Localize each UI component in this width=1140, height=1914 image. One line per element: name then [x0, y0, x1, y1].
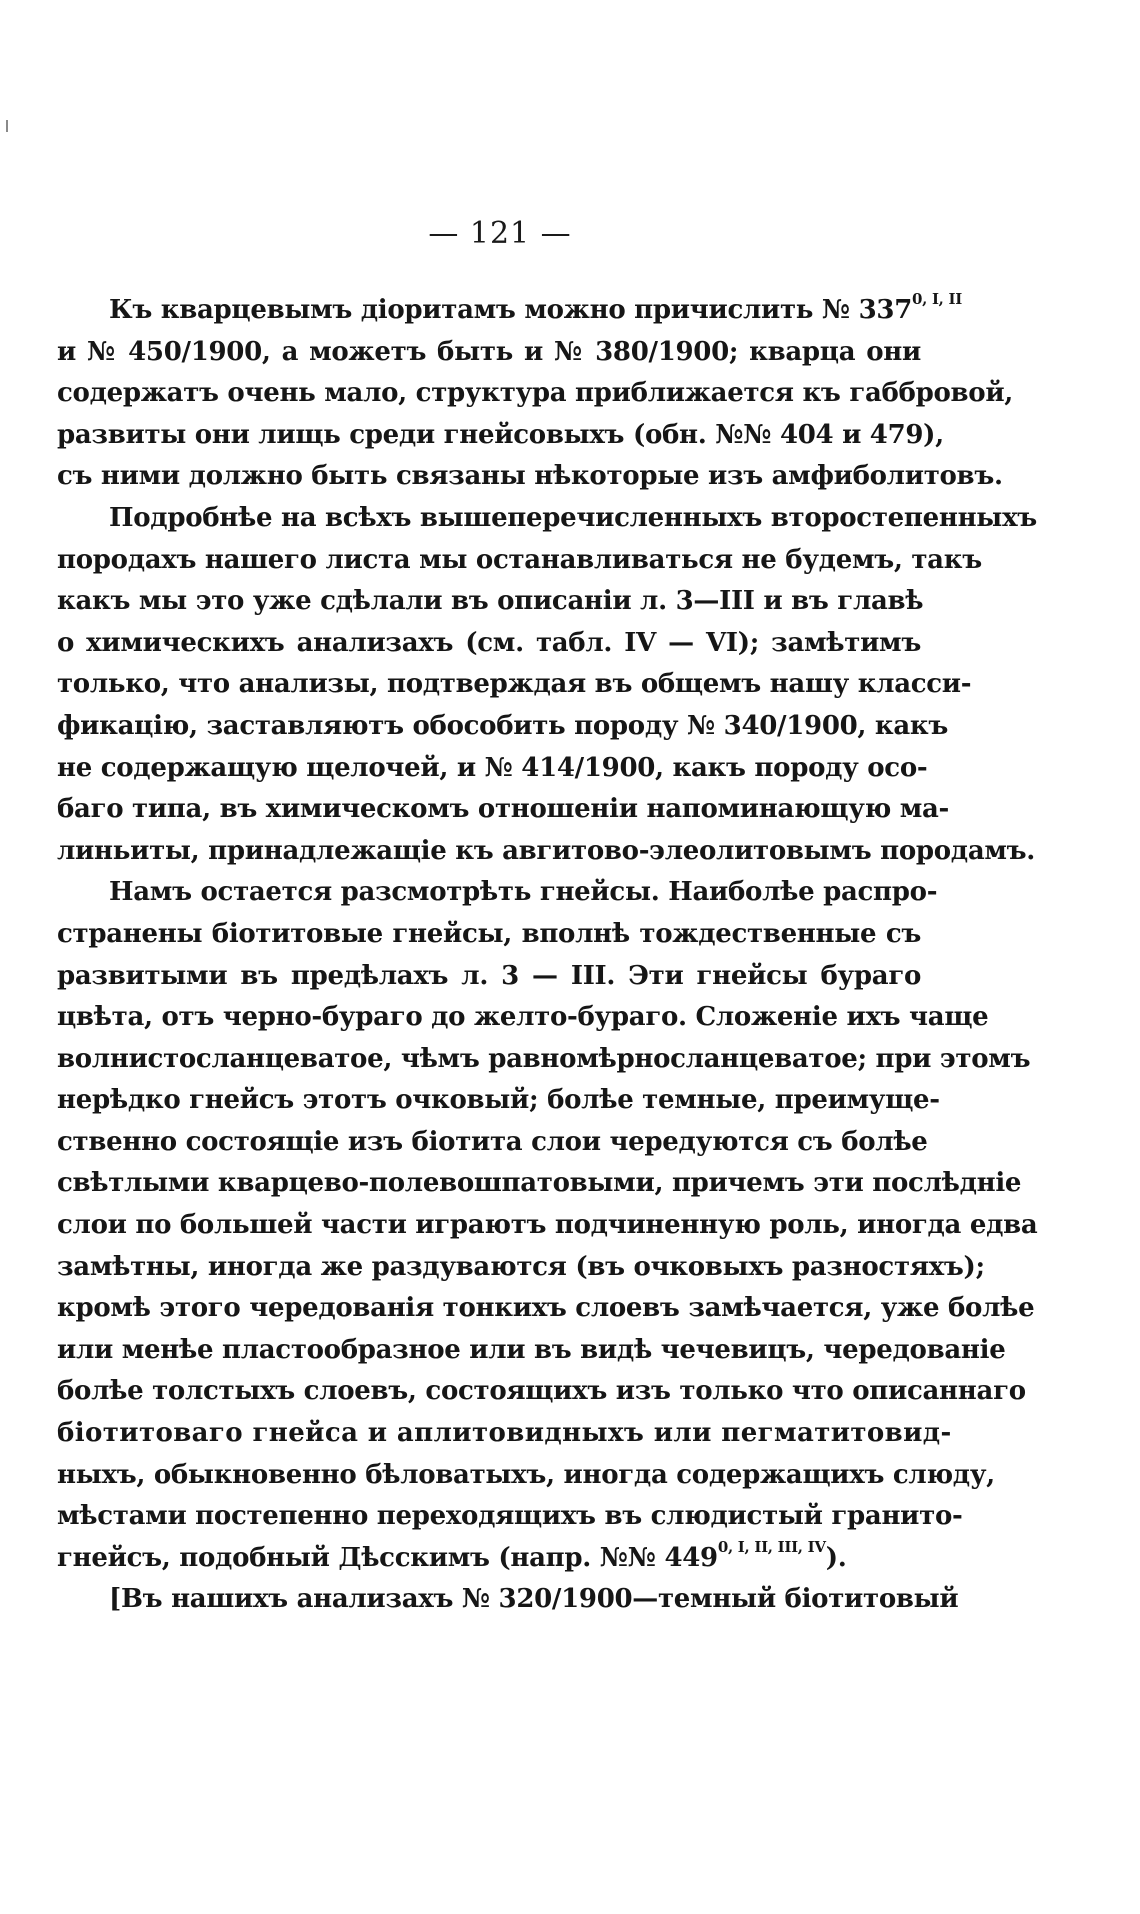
text-line-3: содержатъ очень мало, структура приближается къ габбровой,	[57, 378, 1014, 409]
text-line-12: не содержащую щелочей, и № 414/1900, какъ породу осо-	[57, 752, 928, 783]
line-31-tail: ).	[825, 1542, 847, 1573]
page-number: — 121 —	[428, 216, 572, 251]
text-line-32: [Въ нашихъ анализахъ № 320/1900—темный біотитовый	[109, 1584, 959, 1615]
line-1-superscript: 0, I, II	[911, 290, 962, 308]
text-line-13: баго типа, въ химическомъ отношеніи напоминающую ма-	[57, 794, 950, 825]
text-line-9: о химическихъ анализахъ (см. табл. IV — VI); замѣтимъ	[57, 627, 921, 658]
text-line-24: замѣтны, иногда же раздуваются (въ очковыхъ разностяхъ);	[57, 1251, 985, 1282]
text-line-5: съ ними должно быть связаны нѣкоторые изъ амфиболитовъ.	[57, 461, 1003, 492]
line-31-text: гнейсъ, подобный Дѣсскимъ (напр. №№ 449	[57, 1542, 718, 1573]
text-line-14: линьиты, принадлежащіе къ авгитово-элеолитовымъ породамъ.	[57, 835, 1036, 866]
text-line-23: слои по большей части играютъ подчиненную роль, иногда едва	[57, 1210, 1038, 1241]
text-line-30: мѣстами постепенно переходящихъ въ слюдистый гранито-	[57, 1501, 963, 1532]
text-line-22: свѣтлыми кварцево-полевошпатовыми, причемъ эти послѣдніе	[57, 1168, 1022, 1199]
text-line-19: волнистосланцеватое, чѣмъ равномѣрносланцеватое; при этомъ	[57, 1043, 1031, 1074]
line-31-superscript: 0, I, II, III, IV	[717, 1537, 826, 1556]
line-1-text: Къ кварцевымъ діоритамъ можно причислить № 337	[109, 295, 912, 325]
text-line-18: цвѣта, отъ черно-бураго до желто-бураго. Сложеніе ихъ чаще	[57, 1002, 989, 1033]
text-line-17: развитыми въ предѣлахъ л. 3 — III. Эти гнейсы бураго	[57, 960, 921, 991]
text-line-27: болѣе толстыхъ слоевъ, состоящихъ изъ только что описаннаго	[57, 1376, 1026, 1407]
text-line-4: развиты они лищь среди гнейсовыхъ (обн. №№ 404 и 479),	[57, 419, 944, 450]
scan-edge-mark	[6, 120, 8, 132]
body-text	[57, 290, 1038, 1621]
text-line-26: или менѣе пластообразное или въ видѣ чечевицъ, чередованіе	[57, 1334, 1006, 1365]
text-line-15: Намъ остается разсмотрѣть гнейсы. Наиболѣе распро-	[109, 877, 938, 908]
text-line-31	[57, 1538, 921, 1580]
text-line-16: странены біотитовые гнейсы, вполнѣ тождественные съ	[57, 918, 921, 949]
text-line-25: кромѣ этого чередованія тонкихъ слоевъ замѣчается, уже болѣе	[57, 1293, 1035, 1324]
text-line-7: породахъ нашего листа мы останавливаться не будемъ, такъ	[57, 544, 982, 575]
text-line-28: біотитоваго гнейса и аплитовидныхъ или пегматитовид-	[57, 1418, 952, 1449]
text-line-2: и № 450/1900, а можетъ быть и № 380/1900; кварца они	[57, 336, 921, 367]
text-line-8: какъ мы это уже сдѣлали въ описаніи л. 3—III и въ главѣ	[57, 586, 924, 617]
text-line-20: нерѣдко гнейсъ этотъ очковый; болѣе темные, преимуще-	[57, 1085, 940, 1116]
text-line-11: фикацію, заставляютъ обособить породу № 340/1900, какъ	[57, 710, 949, 741]
text-line-6: Подробнѣе на всѣхъ вышеперечисленныхъ второстепенныхъ	[109, 502, 1037, 533]
text-line-1	[57, 290, 962, 332]
text-line-10: только, что анализы, подтверждая въ общемъ нашу класси-	[57, 669, 972, 700]
text-line-21: ственно состоящіе изъ біотита слои чередуются съ болѣе	[57, 1126, 928, 1157]
text-line-29: ныхъ, обыкновенно бѣловатыхъ, иногда содержащихъ слюду,	[57, 1459, 995, 1490]
